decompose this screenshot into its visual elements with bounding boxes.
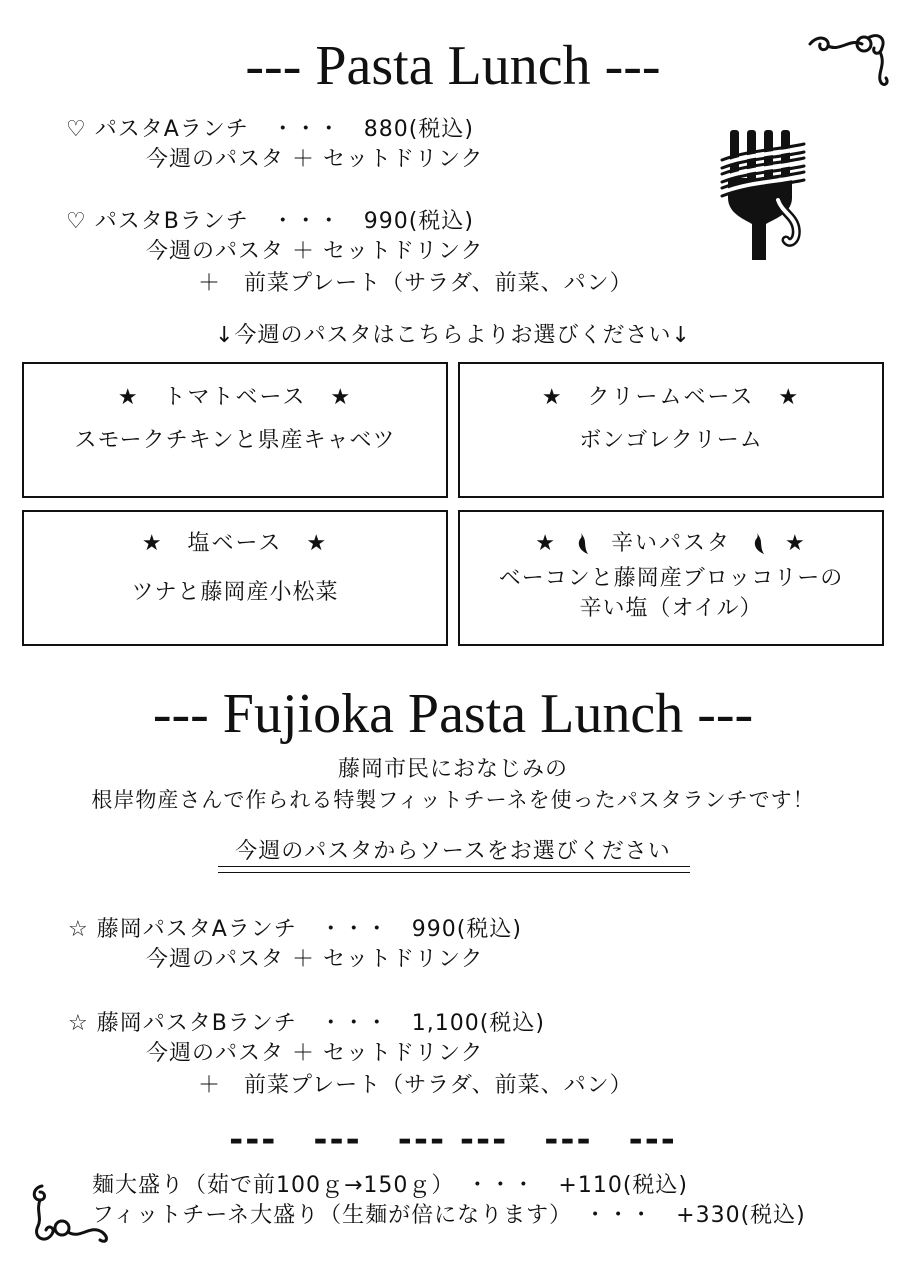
option-heading bbox=[460, 526, 882, 557]
option-text-2: 辛い塩（オイル） bbox=[579, 596, 763, 621]
pasta-lunch-title: --- Pasta Lunch --- bbox=[245, 35, 661, 97]
pasta-b-lunch-detail-2: ＋ 前菜プレート（サラダ、前菜、パン） bbox=[198, 271, 633, 296]
pasta-a-lunch-detail: 今週のパスタ ＋ セットドリンク bbox=[146, 147, 484, 172]
star-left: ★ bbox=[535, 531, 557, 556]
fujioka-a-lunch-name: ☆ 藤岡パスタAランチ ・・・ 990(税込) bbox=[68, 917, 522, 942]
pasta-option-cream bbox=[458, 362, 884, 498]
option-text: スモークチキンと県産キャベツ bbox=[74, 428, 396, 453]
pasta-b-lunch-name: ♡ パスタBランチ ・・・ 990(税込) bbox=[66, 209, 474, 234]
chili-pepper-icon bbox=[750, 530, 768, 556]
extra-fettuccine-large: フィットチーネ大盛り（生麺が倍になります） ・・・ +330(税込) bbox=[92, 1203, 806, 1228]
fujioka-b-lunch-name: ☆ 藤岡パスタBランチ ・・・ 1,100(税込) bbox=[68, 1011, 545, 1036]
pasta-select-note: ↓今週のパスタはこちらよりお選びください↓ bbox=[215, 323, 691, 348]
fujioka-b-lunch-detail: 今週のパスタ ＋ セットドリンク bbox=[146, 1041, 484, 1066]
option-text: ツナと藤岡産小松菜 bbox=[131, 580, 339, 605]
option-heading: ★ トマトベース ★ bbox=[117, 385, 353, 410]
fujioka-intro-2: 根岸物産さんで作られる特製フィットチーネを使ったパスタランチです！ bbox=[91, 788, 815, 812]
pasta-option-salt bbox=[22, 510, 448, 646]
pasta-option-spicy bbox=[458, 510, 884, 646]
fujioka-a-lunch-detail: 今週のパスタ ＋ セットドリンク bbox=[146, 947, 484, 972]
pasta-b-lunch-detail: 今週のパスタ ＋ セットドリンク bbox=[146, 239, 484, 264]
pasta-option-tomato bbox=[22, 362, 448, 498]
flourish-ornament-icon bbox=[28, 1182, 114, 1246]
fork-with-pasta-icon bbox=[718, 128, 808, 262]
extra-noodle-large: 麺大盛り（茹で前100ｇ→150ｇ） ・・・ +110(税込) bbox=[92, 1173, 689, 1198]
fujioka-lunch-title: --- Fujioka Pasta Lunch --- bbox=[152, 683, 754, 745]
pasta-a-lunch-name: ♡ パスタAランチ ・・・ 880(税込) bbox=[66, 117, 474, 142]
fujioka-b-lunch-detail-2: ＋ 前菜プレート（サラダ、前菜、パン） bbox=[198, 1073, 633, 1098]
fujioka-intro-1: 藤岡市民におなじみの bbox=[337, 757, 568, 782]
spicy-heading-label: 辛いパスタ bbox=[610, 531, 731, 556]
chili-pepper-icon bbox=[574, 530, 592, 556]
fujioka-select-note: 今週のパスタからソースをお選びください bbox=[235, 839, 671, 864]
option-text: ベーコンと藤岡産ブロッコリーの bbox=[498, 566, 844, 591]
option-text: ボンゴレクリーム bbox=[579, 428, 763, 453]
dashed-separator: --- --- --- --- --- --- bbox=[229, 1120, 677, 1160]
option-heading: ★ クリームベース ★ bbox=[541, 385, 801, 410]
double-underline bbox=[218, 866, 690, 873]
option-heading: ★ 塩ベース ★ bbox=[141, 531, 329, 556]
star-right: ★ bbox=[785, 531, 807, 556]
